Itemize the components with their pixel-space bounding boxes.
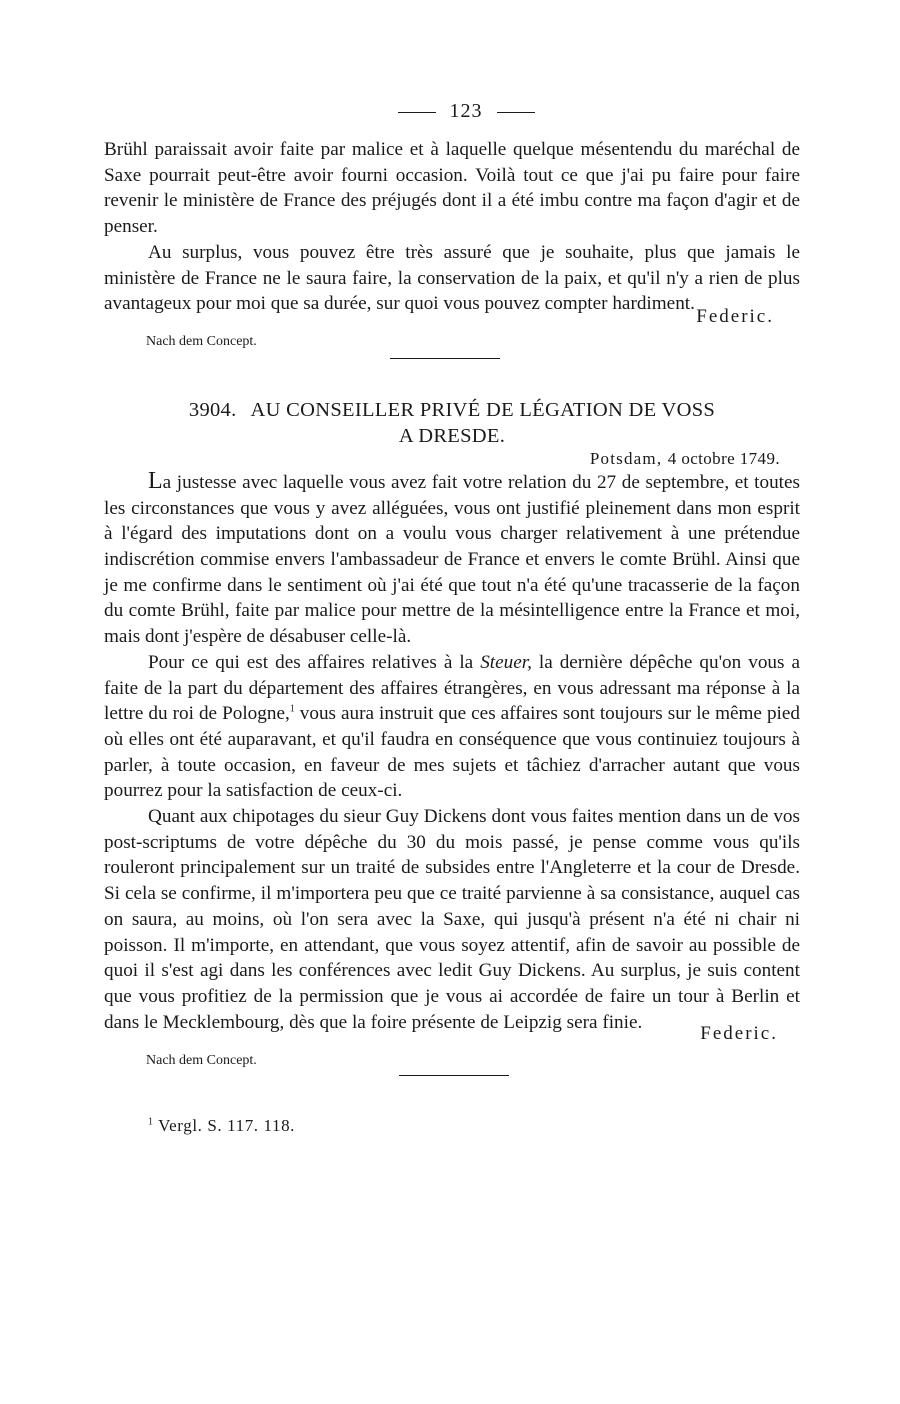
page-number: 123 <box>449 100 483 122</box>
document-page <box>104 100 800 1136</box>
page-number-line <box>132 100 800 123</box>
letter-dateline <box>104 449 780 469</box>
signature-row-2 <box>104 1023 800 1061</box>
letter-paragraph-3: Quant aux chipotages du sieur Guy Dickens dont vous faites mention dans un de vos post-scriptums de votre dépêche du 30 du mois passé, je pense comme vous qu'ils rouleront principalement sur un traité de subsides entre l'Angleterre et la cour de Dresde. Si cela se confirme, il m'importera peu que ce traité parvienne à sa consistance, auquel cas on saura, au moins, où l'on sera avec la Saxe, qui jusqu'à présent n'a été ni chair ni poisson. Il m'importe, en attendant, que vous soyez attentif, afin de savoir au possible de quoi il s'est agi dans les conférences avec ledit Guy Dickens. Au surplus, je suis content que vous profitiez de la permission que je vous ai accordée de faire un tour à Berlin et dans le Mecklembourg, dès que la foire présente de Leipzig sera finie. <box>104 806 800 1033</box>
letter-paragraph-2-part-a: Pour ce qui est des affaires relatives à la <box>148 651 481 673</box>
letter-paragraph-2-part-b: la dernière dépêche qu'on vous a faite de la part du département des affaires étrangères, en vous adressant ma réponse à la lettre du roi de Pologne, <box>104 651 800 725</box>
signature-federic-2: Federic. <box>700 1023 778 1045</box>
signature-federic-1: Federic. <box>696 305 774 327</box>
page-number-dash-right <box>497 112 535 113</box>
letter-paragraph-2 <box>104 650 800 804</box>
letter-paragraph-1 <box>104 469 800 650</box>
date-value: 4 octobre 1749. <box>667 448 780 468</box>
continuation-paragraph: Brühl paraissait avoir faite par malice et à laquelle quelque mésentendu du maréchal de Saxe pourrait peut-être avoir fourni occasion. Voilà tout ce que j'ai pu faire pour faire revenir le ministère de France des préjugés dont il a été imbu contre ma façon d'agir et de penser. <box>104 139 800 238</box>
footnote-text: Vergl. S. 117. 118. <box>158 1116 296 1136</box>
letter-paragraph-2-part-c: vous aura instruit que ces affaires sont toujours sur le même pied où elles ont été auparavant, et qu'il faudra en conséquence que vous continuiez toujours à parler, à toute occasion, en faveur de mes sujets et tâchiez d'arracher autant que vous pourrez pour la satisfaction de ceux-ci. <box>104 703 800 802</box>
source-note-1: Nach dem Concept. <box>146 333 257 349</box>
letter-number: 3904. <box>188 398 237 421</box>
letter-addressee: AU CONSEILLER PRIVÉ DE LÉGATION DE VOSS <box>250 398 716 421</box>
page-number-dash-left <box>398 112 436 113</box>
date-place: Potsdam, <box>589 448 663 468</box>
footnote-reference[interactable]: 1 <box>289 703 295 715</box>
steuer-term: Steuer, <box>480 651 532 673</box>
letter-paragraph-1-text: a justesse avec laquelle vous avez fait votre relation du 27 de septembre, et toutes les circonstances que vous y avez alléguées, vous ont justifié pleinement dans mon esprit à l'égard des imputations dont on a voulu vous charger relativement à une prétendue indiscrétion commise envers l'ambassadeur de France et envers le comte Brühl. Ainsi que je me confirme dans le sentiment où j'ai été que tout n'a été qu'une tracasserie de la façon du comte Brühl, faite par malice pour mettre de la mésintelligence entre la France et moi, mais dont j'espère de désabuser celle-là. <box>104 471 800 648</box>
footnote-mark: 1 <box>148 1116 154 1128</box>
initial-letter: L <box>148 467 163 494</box>
letter-heading-line1 <box>104 397 800 423</box>
footnote <box>148 1116 800 1136</box>
letter-heading-line2: A DRESDE. <box>398 424 506 447</box>
closing-paragraph: Au surplus, vous pouvez être très assuré que je souhaite, plus que jamais le ministère de France ne le saura faire, la conservation de la paix, et qu'il n'y a rien de plus avantageux pour moi que sa durée, sur quoi vous pouvez compter hardiment. <box>104 241 800 315</box>
signature-row-1 <box>104 305 800 343</box>
letter-heading <box>104 397 800 449</box>
section-divider-1 <box>390 358 500 359</box>
section-divider-2 <box>399 1075 509 1076</box>
source-note-2: Nach dem Concept. <box>146 1053 257 1069</box>
